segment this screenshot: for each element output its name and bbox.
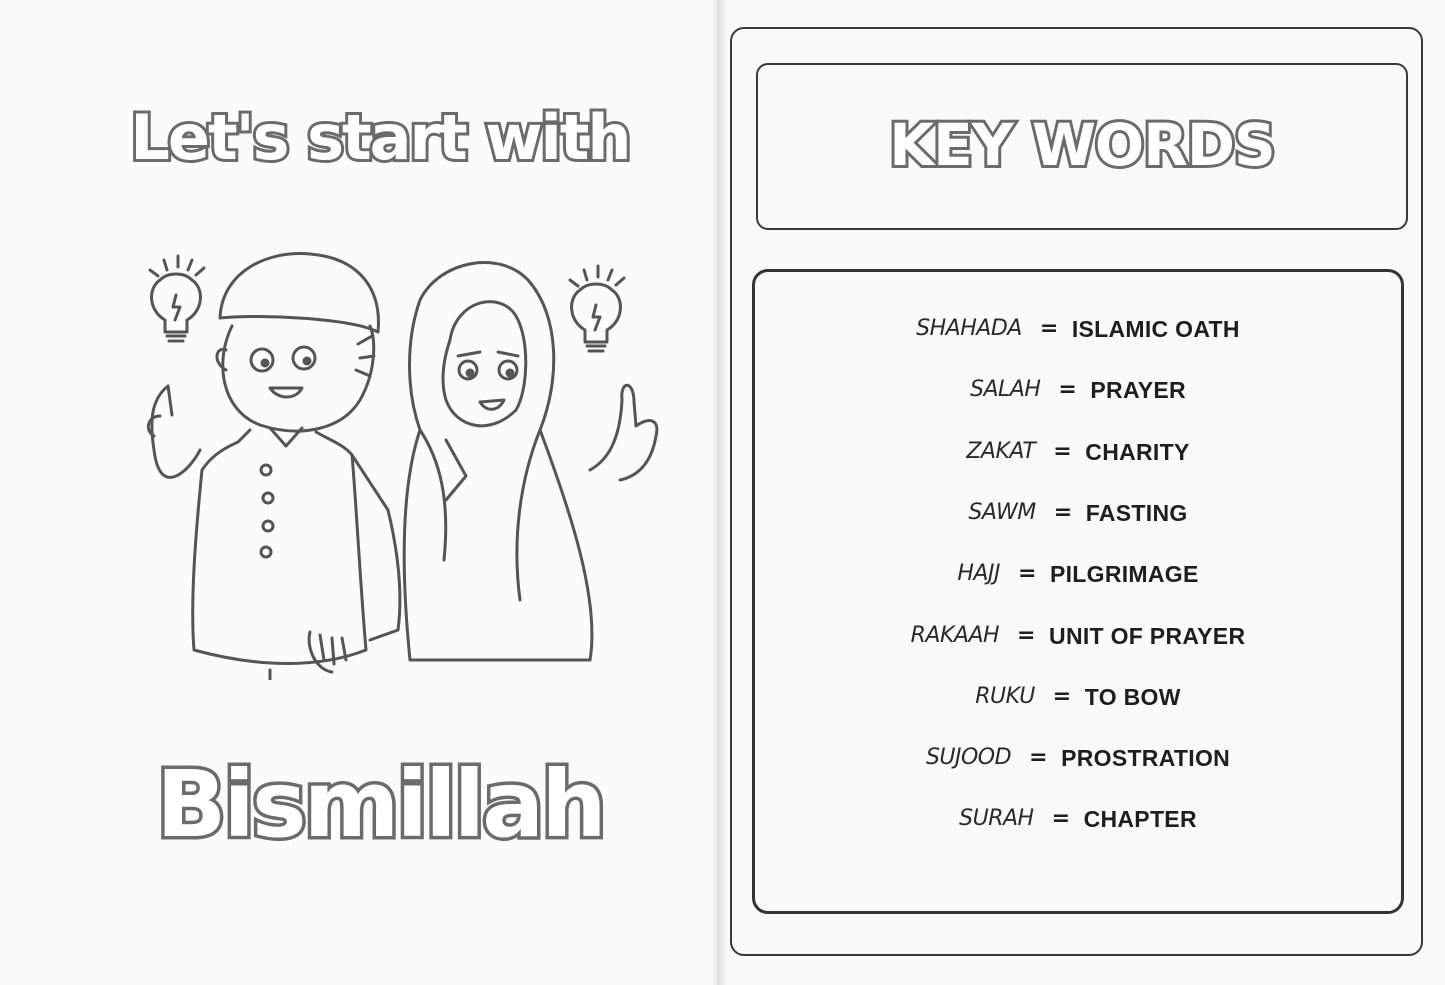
key-word-definition: ISLAMIC OATH (1071, 316, 1240, 342)
key-word-definition: PROSTRATION (1061, 745, 1231, 771)
key-word-equals: = (1053, 500, 1073, 525)
girl-figure (404, 263, 657, 660)
book-gutter (712, 0, 728, 985)
key-word-definition: FASTING (1085, 500, 1188, 526)
key-word-definition: PILGRIMAGE (1049, 561, 1199, 587)
key-word-row (752, 439, 1404, 469)
lightbulb-icon (150, 256, 204, 341)
children-illustration (120, 240, 700, 680)
key-word-term: RUKU (975, 684, 1035, 709)
heading-box (756, 63, 1408, 230)
key-word-term: SURAH (959, 806, 1034, 831)
key-word-definition: PRAYER (1090, 377, 1186, 403)
key-word-row (752, 806, 1404, 836)
key-word-term: SALAH (970, 377, 1041, 402)
key-word-row (752, 316, 1404, 346)
key-word-definition: CHARITY (1085, 439, 1190, 465)
key-word-equals: = (1052, 684, 1072, 709)
key-word-equals: = (1017, 623, 1036, 648)
key-word-term: ZAKAT (966, 439, 1036, 464)
key-word-definition: CHAPTER (1083, 806, 1197, 832)
key-word-row (752, 500, 1404, 530)
key-word-row (752, 684, 1404, 714)
key-word-term: RAKAAH (910, 623, 1000, 648)
key-word-definition: TO BOW (1084, 684, 1181, 710)
key-word-equals: = (1017, 561, 1037, 586)
key-word-term: HAJJ (957, 561, 1000, 586)
key-word-term: SHAHADA (916, 316, 1022, 341)
key-word-equals: = (1029, 745, 1048, 770)
key-word-row (752, 745, 1404, 775)
key-word-row (752, 561, 1404, 591)
key-word-equals: = (1039, 316, 1059, 341)
key-word-equals: = (1051, 806, 1071, 831)
lightbulb-icon (570, 266, 624, 351)
left-page-footer-title: Bismillah (156, 751, 604, 858)
boy-figure (148, 254, 400, 680)
key-word-equals: = (1058, 377, 1077, 402)
key-word-definition: UNIT OF PRAYER (1049, 623, 1246, 649)
left-page-heading: Let's start with (130, 101, 630, 174)
key-word-equals: = (1053, 439, 1072, 464)
key-word-row (752, 377, 1404, 407)
key-word-row (752, 623, 1404, 653)
key-words-heading: KEY WORDS (889, 111, 1275, 179)
key-word-term: SUJOOD (925, 745, 1012, 770)
key-word-term: SAWM (968, 500, 1036, 525)
